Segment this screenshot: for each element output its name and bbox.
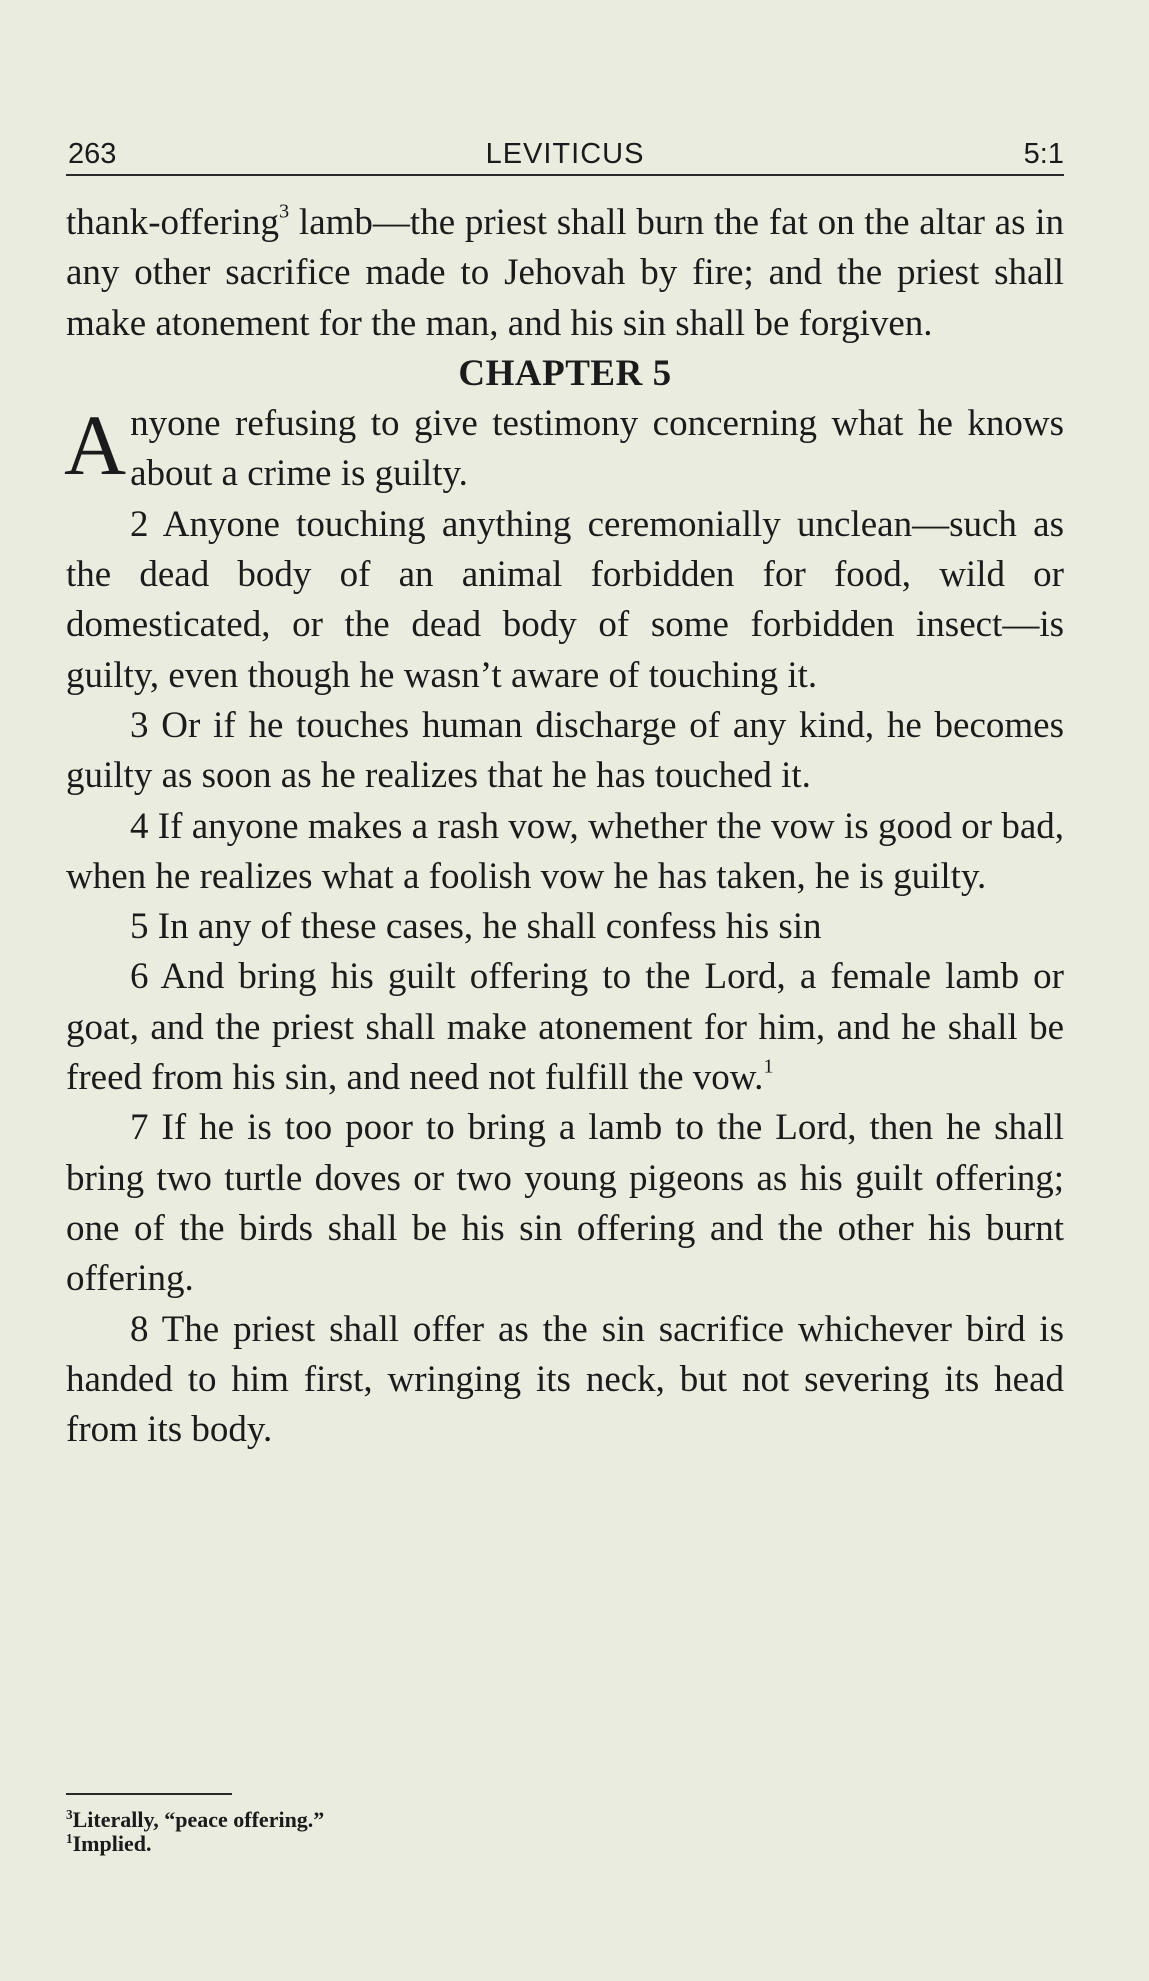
verse-text: 6 And bring his guilt offering to the Lord, a female lamb or goat, and the priest shall make atonement for him, and he shall be freed from his sin, and need not fulfill the vow.	[66, 956, 1064, 1099]
chapter-verse-reference: 5:1	[1023, 138, 1064, 170]
footnote-divider	[66, 1793, 232, 1795]
footnote-mark: 1	[66, 1831, 73, 1847]
book-title: LEVITICUS	[485, 138, 645, 170]
verse-4: 4 If anyone makes a rash vow, whether the vow is good or bad, when he realizes what a foolish vow he has taken, he is guilty.	[66, 805, 1064, 897]
paragraph-continuation	[66, 198, 1064, 349]
verse-3: 3 Or if he touches human discharge of any kind, he becomes guilty as soon as he realizes that he has touched it.	[66, 704, 1064, 797]
footnotes	[66, 1808, 966, 1856]
verse-2: 2 Anyone touching anything ceremonially unclean—such as the dead body of an animal forbidden for food, wild or domesticated, or the dead body of some forbidden insect—is guilty, even though he wasn’t aware of touching it.	[66, 503, 1064, 696]
footnote-marker: 1	[763, 1055, 774, 1078]
verse-7: 7 If he is too poor to bring a lamb to the Lord, then he shall bring two turtle doves or two young pigeons as his guilt offering; one of the birds shall be his sin offering and the other his burnt offering.	[66, 1107, 1064, 1300]
drop-cap: A	[64, 397, 127, 494]
footnote-mark: 3	[66, 1807, 73, 1823]
verse-6	[66, 952, 1064, 1103]
verse-text: nyone refusing to give testimony concerning what he knows about a crime is guilty.	[130, 403, 1064, 495]
body-text	[66, 198, 1064, 1455]
paragraph-text: lamb—the priest shall burn the fat on the altar as in any other sacrifice made to Jehovah by fire; and the priest shall make atonement for the man, and his sin shall be forgiven.	[66, 202, 1064, 344]
footnote-text: Implied.	[72, 1831, 152, 1856]
footnote	[66, 1808, 966, 1832]
page-number: 263	[68, 138, 117, 170]
paragraph-text: thank-offering	[66, 202, 280, 243]
footnote-marker: 3	[279, 200, 290, 223]
verse-1	[66, 399, 1064, 500]
footnote	[66, 1832, 966, 1856]
chapter-title: CHAPTER 5	[458, 352, 672, 394]
footnote-text: Literally, “peace offering.”	[72, 1807, 325, 1832]
running-header	[66, 134, 1064, 176]
verse-8: 8 The priest shall offer as the sin sacrifice whichever bird is handed to him first, wringing its neck, but not severing its head from its body.	[66, 1308, 1064, 1451]
verse-5: 5 In any of these cases, he shall confess his sin	[130, 906, 822, 948]
